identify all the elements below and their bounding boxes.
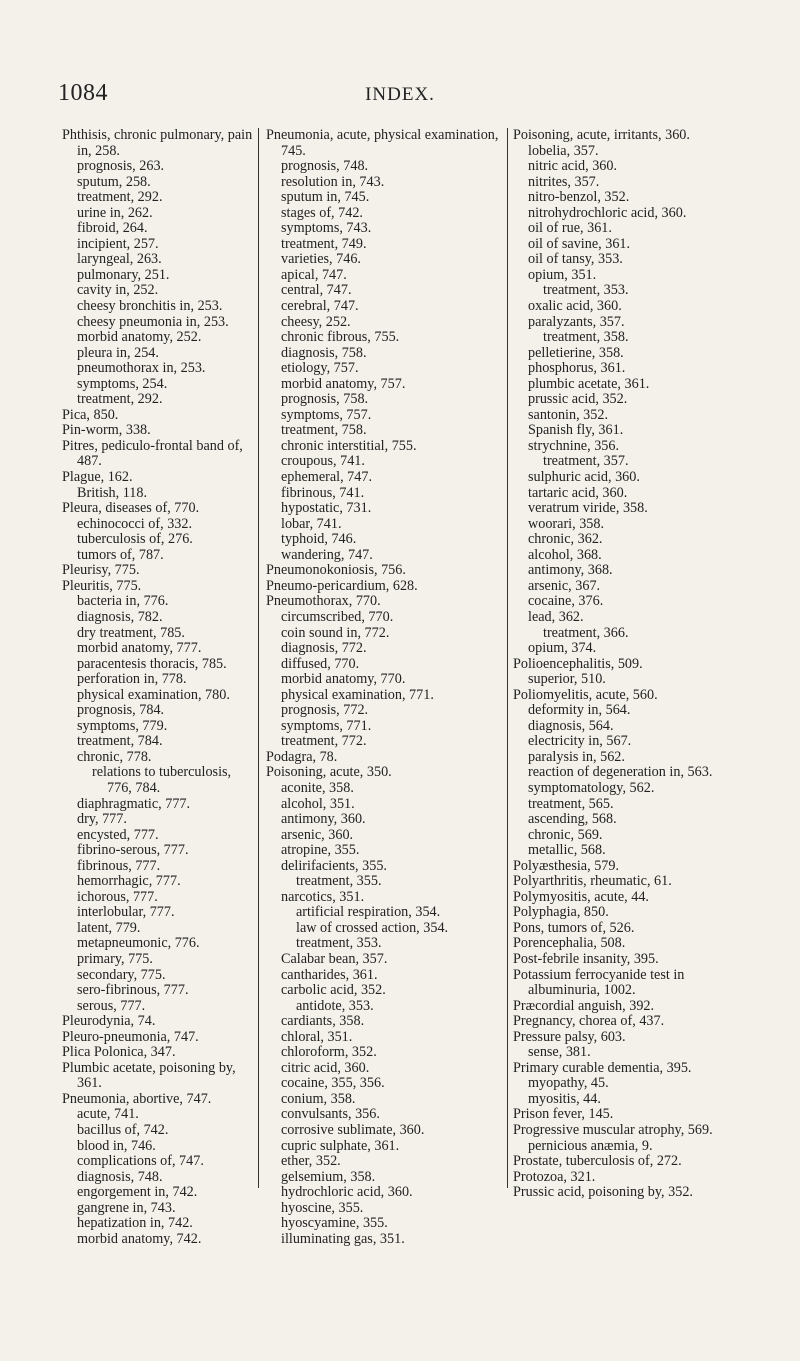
index-entry: pleura in, 254. — [77, 344, 159, 361]
index-entry: treatment, 565. — [528, 795, 614, 812]
index-entry: chronic, 362. — [528, 531, 603, 548]
index-entry: Poisoning, acute, irritants, 360. — [513, 127, 690, 143]
index-entry: Pneumonokoniosis, 756. — [266, 562, 406, 579]
index-columns — [0, 128, 800, 1348]
index-entry: arsenic, 367. — [528, 577, 601, 594]
index-entry: diagnosis, 748. — [77, 1168, 163, 1185]
index-entry: treatment, 292. — [77, 391, 163, 408]
index-entry: tartaric acid, 360. — [528, 484, 628, 501]
index-entry: nitro-benzol, 352. — [528, 189, 630, 206]
index-entry: carbolic acid, 352. — [281, 982, 386, 999]
index-entry: Poisoning, acute, 350. — [266, 764, 392, 781]
index-entry: Pneumo-pericardium, 628. — [266, 577, 418, 594]
index-entry: tumors of, 787. — [77, 546, 164, 563]
index-entry: corrosive sublimate, 360. — [281, 1122, 425, 1138]
index-entry: perforation in, 778. — [77, 671, 187, 688]
index-entry: Spanish fly, 361. — [528, 422, 624, 439]
index-entry: wandering, 747. — [281, 546, 373, 563]
index-entry: Pneumonia, abortive, 747. — [62, 1090, 212, 1107]
index-entry: dry, 777. — [77, 811, 127, 828]
index-entry: gelsemium, 358. — [281, 1168, 376, 1185]
index-entry: complications of, 747. — [77, 1153, 204, 1170]
index-entry: chloral, 351. — [281, 1028, 353, 1045]
index-entry: chronic interstitial, 755. — [281, 437, 417, 454]
index-entry: Plague, 162. — [62, 469, 133, 486]
index-entry: pelletierine, 358. — [528, 344, 624, 361]
index-entry: circumscribed, 770. — [281, 608, 394, 625]
index-entry: aconite, 358. — [281, 779, 354, 796]
index-entry: ephemeral, 747. — [281, 469, 372, 486]
index-entry: chronic, 569. — [528, 826, 603, 843]
index-entry: Pons, tumors of, 526. — [513, 919, 635, 936]
index-entry: narcotics, 351. — [281, 888, 365, 905]
index-entry: paralyzants, 357. — [528, 313, 625, 330]
page-number: 1084 — [58, 80, 108, 106]
index-entry: cupric sulphate, 361. — [281, 1137, 400, 1154]
index-entry: morbid anatomy, 742. — [77, 1230, 202, 1247]
index-entry: cheesy bronchitis in, 253. — [77, 298, 223, 315]
index-entry: apical, 747. — [281, 266, 347, 283]
index-column-3 — [513, 128, 737, 1201]
index-entry: Post-febrile insanity, 395. — [513, 950, 659, 967]
index-entry: deformity in, 564. — [528, 702, 631, 719]
index-entry: relations to tuberculosis, 776, 784. — [92, 764, 232, 796]
index-entry: diffused, 770. — [281, 655, 360, 672]
index-entry: treatment, 353. — [296, 935, 382, 952]
index-entry: interlobular, 777. — [77, 904, 175, 921]
index-entry: dry treatment, 785. — [77, 624, 185, 641]
index-entry: nitric acid, 360. — [528, 158, 618, 175]
index-entry: central, 747. — [281, 282, 352, 299]
index-entry: hypostatic, 731. — [281, 500, 372, 517]
index-entry: treatment, 292. — [77, 189, 163, 206]
index-column-1 — [62, 128, 254, 1247]
index-entry: symptomatology, 562. — [528, 779, 655, 796]
index-entry: sputum, 258. — [77, 173, 151, 190]
index-entry: hyoscyamine, 355. — [281, 1215, 388, 1232]
index-entry: diagnosis, 564. — [528, 717, 614, 734]
index-entry: engorgement in, 742. — [77, 1184, 198, 1201]
page-header — [0, 80, 800, 110]
index-entry: law of crossed action, 354. — [296, 919, 449, 936]
index-entry: diaphragmatic, 777. — [77, 795, 191, 812]
index-entry: Prison fever, 145. — [513, 1106, 614, 1123]
index-entry: typhoid, 746. — [281, 531, 357, 548]
index-entry: chloroform, 352. — [281, 1044, 377, 1061]
index-entry: Polyarthritis, rheumatic, 61. — [513, 873, 672, 890]
index-entry: sense, 381. — [528, 1044, 591, 1061]
index-entry: fibrino-serous, 777. — [77, 842, 189, 859]
index-entry: primary, 775. — [77, 950, 153, 967]
index-entry: treatment, 355. — [296, 873, 382, 890]
index-entry: myopathy, 45. — [528, 1075, 609, 1092]
index-entry: Pressure palsy, 603. — [513, 1028, 626, 1045]
index-entry: Polymyositis, acute, 44. — [513, 888, 649, 905]
index-entry: treatment, 784. — [77, 733, 163, 750]
index-entry: sero-fibrinous, 777. — [77, 982, 189, 999]
index-entry: Pneumothorax, 770. — [266, 593, 381, 610]
index-entry: morbid anatomy, 770. — [281, 671, 406, 688]
index-entry: prognosis, 772. — [281, 702, 369, 719]
index-entry: alcohol, 351. — [281, 795, 355, 812]
index-entry: Pitres, pediculo-frontal band of, 487. — [62, 437, 243, 470]
index-entry: santonin, 352. — [528, 406, 608, 423]
index-entry: ascending, 568. — [528, 811, 617, 828]
index-entry: plumbic acetate, 361. — [528, 375, 650, 392]
index-entry: serous, 777. — [77, 997, 146, 1014]
index-entry: paralysis in, 562. — [528, 748, 625, 765]
index-entry: physical examination, 780. — [77, 686, 230, 703]
index-entry: symptoms, 757. — [281, 406, 372, 423]
index-entry: cocaine, 355, 356. — [281, 1075, 385, 1092]
index-entry: arsenic, 360. — [281, 826, 354, 843]
index-entry: treatment, 353. — [543, 282, 629, 299]
index-entry: cocaine, 376. — [528, 593, 604, 610]
index-entry: chronic fibrous, 755. — [281, 329, 400, 346]
index-entry: tuberculosis of, 276. — [77, 531, 193, 548]
index-entry: encysted, 777. — [77, 826, 159, 843]
index-entry: electricity in, 567. — [528, 733, 632, 750]
index-entry: symptoms, 771. — [281, 717, 372, 734]
index-entry: morbid anatomy, 777. — [77, 640, 202, 657]
index-entry: veratrum viride, 358. — [528, 500, 648, 517]
index-entry: Pleuro-pneumonia, 747. — [62, 1028, 199, 1045]
index-entry: Poliomyelitis, acute, 560. — [513, 686, 658, 703]
index-entry: hyoscine, 355. — [281, 1199, 364, 1216]
index-entry: stages of, 742. — [281, 204, 363, 221]
index-entry: bacillus of, 742. — [77, 1122, 169, 1138]
index-entry: fibrinous, 777. — [77, 857, 161, 874]
index-entry: Prussic acid, poisoning by, 352. — [513, 1184, 693, 1201]
index-entry: Potassium ferrocyanide test in albuminuria, 1002. — [513, 966, 685, 999]
index-entry: ichorous, 777. — [77, 888, 158, 905]
index-entry: Plumbic acetate, poisoning by, 361. — [62, 1059, 236, 1092]
index-entry: Pin-worm, 338. — [62, 422, 151, 439]
index-entry: croupous, 741. — [281, 453, 365, 470]
index-entry: prussic acid, 352. — [528, 391, 628, 408]
index-entry: varieties, 746. — [281, 251, 361, 268]
index-entry: cardiants, 358. — [281, 1013, 365, 1030]
index-entry: myositis, 44. — [528, 1090, 601, 1107]
index-entry: physical examination, 771. — [281, 686, 434, 703]
index-entry: strychnine, 356. — [528, 437, 620, 454]
index-entry: cavity in, 252. — [77, 282, 159, 299]
index-entry: antimony, 360. — [281, 811, 366, 828]
index-entry: atropine, 355. — [281, 842, 360, 859]
index-entry: diagnosis, 772. — [281, 640, 367, 657]
index-entry: treatment, 758. — [281, 422, 367, 439]
index-entry: symptoms, 743. — [281, 220, 372, 237]
index-entry: Pleuritis, 775. — [62, 577, 142, 594]
index-entry: blood in, 746. — [77, 1137, 156, 1154]
index-entry: echinococci of, 332. — [77, 515, 193, 532]
index-entry: Pica, 850. — [62, 406, 119, 423]
index-entry: cerebral, 747. — [281, 298, 359, 315]
index-entry: Podagra, 78. — [266, 748, 338, 765]
index-entry: cheesy pneumonia in, 253. — [77, 313, 229, 330]
index-entry: latent, 779. — [77, 919, 141, 936]
index-entry: oxalic acid, 360. — [528, 298, 622, 315]
index-entry: phosphorus, 361. — [528, 360, 626, 377]
index-entry: gangrene in, 743. — [77, 1199, 176, 1216]
index-entry: prognosis, 758. — [281, 391, 369, 408]
index-entry: secondary, 775. — [77, 966, 166, 983]
index-entry: illuminating gas, 351. — [281, 1230, 405, 1247]
index-entry: prognosis, 263. — [77, 158, 165, 175]
index-entry: Phthisis, chronic pulmonary, pain in, 258. — [62, 127, 253, 159]
index-entry: Præcordial anguish, 392. — [513, 997, 655, 1014]
index-entry: fibroid, 264. — [77, 220, 148, 237]
index-entry: Pleurisy, 775. — [62, 562, 140, 579]
index-entry: citric acid, 360. — [281, 1059, 370, 1076]
index-entry: morbid anatomy, 252. — [77, 329, 202, 346]
index-entry: pernicious anæmia, 9. — [528, 1137, 653, 1154]
index-entry: Porencephalia, 508. — [513, 935, 626, 952]
index-entry: Pregnancy, chorea of, 437. — [513, 1013, 665, 1030]
index-entry: Primary curable dementia, 395. — [513, 1059, 692, 1076]
index-entry: fibrinous, 741. — [281, 484, 365, 501]
index-entry: reaction of degeneration in, 563. — [528, 764, 713, 781]
index-entry: symptoms, 254. — [77, 375, 168, 392]
index-entry: pulmonary, 251. — [77, 266, 170, 283]
index-entry: metallic, 568. — [528, 842, 606, 859]
index-entry: lead, 362. — [528, 608, 584, 625]
index-entry: hemorrhagic, 777. — [77, 873, 181, 890]
index-entry: opium, 374. — [528, 640, 597, 657]
index-entry: Prostate, tuberculosis of, 272. — [513, 1153, 682, 1170]
index-entry: Pleura, diseases of, 770. — [62, 500, 200, 517]
index-entry: symptoms, 779. — [77, 717, 168, 734]
index-entry: diagnosis, 782. — [77, 608, 163, 625]
index-entry: oil of savine, 361. — [528, 235, 631, 252]
index-entry: opium, 351. — [528, 266, 597, 283]
index-entry: antimony, 368. — [528, 562, 613, 579]
index-entry: oil of rue, 361. — [528, 220, 612, 237]
index-entry: lobar, 741. — [281, 515, 342, 532]
index-entry: superior, 510. — [528, 671, 606, 688]
index-entry: hepatization in, 742. — [77, 1215, 193, 1232]
index-entry: cantharides, 361. — [281, 966, 378, 983]
index-entry: diagnosis, 758. — [281, 344, 367, 361]
index-entry: hydrochloric acid, 360. — [281, 1184, 413, 1201]
index-entry: antidote, 353. — [296, 997, 374, 1014]
index-entry: morbid anatomy, 757. — [281, 375, 406, 392]
index-entry: Progressive muscular atrophy, 569. — [513, 1122, 713, 1138]
index-entry: etiology, 757. — [281, 360, 359, 377]
index-entry: sulphuric acid, 360. — [528, 469, 640, 486]
index-entry: treatment, 772. — [281, 733, 367, 750]
index-entry: treatment, 749. — [281, 235, 367, 252]
index-entry: Pleurodynia, 74. — [62, 1013, 156, 1030]
index-entry: coin sound in, 772. — [281, 624, 390, 641]
index-entry: chronic, 778. — [77, 748, 152, 765]
index-entry: Polyphagia, 850. — [513, 904, 609, 921]
index-entry: ether, 352. — [281, 1153, 341, 1170]
index-entry: urine in, 262. — [77, 204, 153, 221]
index-entry: cheesy, 252. — [281, 313, 351, 330]
index-entry: British, 118. — [77, 484, 148, 501]
index-entry: resolution in, 743. — [281, 173, 385, 190]
index-entry: Polyæsthesia, 579. — [513, 857, 620, 874]
index-entry: pneumothorax in, 253. — [77, 360, 206, 377]
index-entry: Plica Polonica, 347. — [62, 1044, 176, 1061]
index-entry: Polioencephalitis, 509. — [513, 655, 643, 672]
index-entry: treatment, 366. — [543, 624, 629, 641]
index-entry: convulsants, 356. — [281, 1106, 380, 1123]
index-entry: sputum in, 745. — [281, 189, 370, 206]
running-title: INDEX. — [365, 84, 435, 105]
index-entry: nitrohydrochloric acid, 360. — [528, 204, 687, 221]
index-column-2 — [266, 128, 500, 1247]
index-entry: Calabar bean, 357. — [281, 950, 388, 967]
index-entry: laryngeal, 263. — [77, 251, 162, 268]
index-entry: conium, 358. — [281, 1090, 356, 1107]
index-entry: Pneumonia, acute, physical examination, 745. — [266, 127, 499, 159]
index-entry: delirifacients, 355. — [281, 857, 387, 874]
index-entry: artificial respiration, 354. — [296, 904, 441, 921]
index-entry: Protozoa, 321. — [513, 1168, 596, 1185]
index-entry: woorari, 358. — [528, 515, 605, 532]
index-entry: lobelia, 357. — [528, 142, 599, 159]
index-entry: prognosis, 748. — [281, 158, 369, 175]
index-entry: treatment, 358. — [543, 329, 629, 346]
index-entry: nitrites, 357. — [528, 173, 600, 190]
index-entry: prognosis, 784. — [77, 702, 165, 719]
index-entry: acute, 741. — [77, 1106, 139, 1123]
index-entry: oil of tansy, 353. — [528, 251, 623, 268]
index-entry: incipient, 257. — [77, 235, 159, 252]
index-entry: alcohol, 368. — [528, 546, 602, 563]
index-entry: treatment, 357. — [543, 453, 629, 470]
index-entry: metapneumonic, 776. — [77, 935, 200, 952]
index-entry: bacteria in, 776. — [77, 593, 169, 610]
index-entry: paracentesis thoracis, 785. — [77, 655, 227, 672]
